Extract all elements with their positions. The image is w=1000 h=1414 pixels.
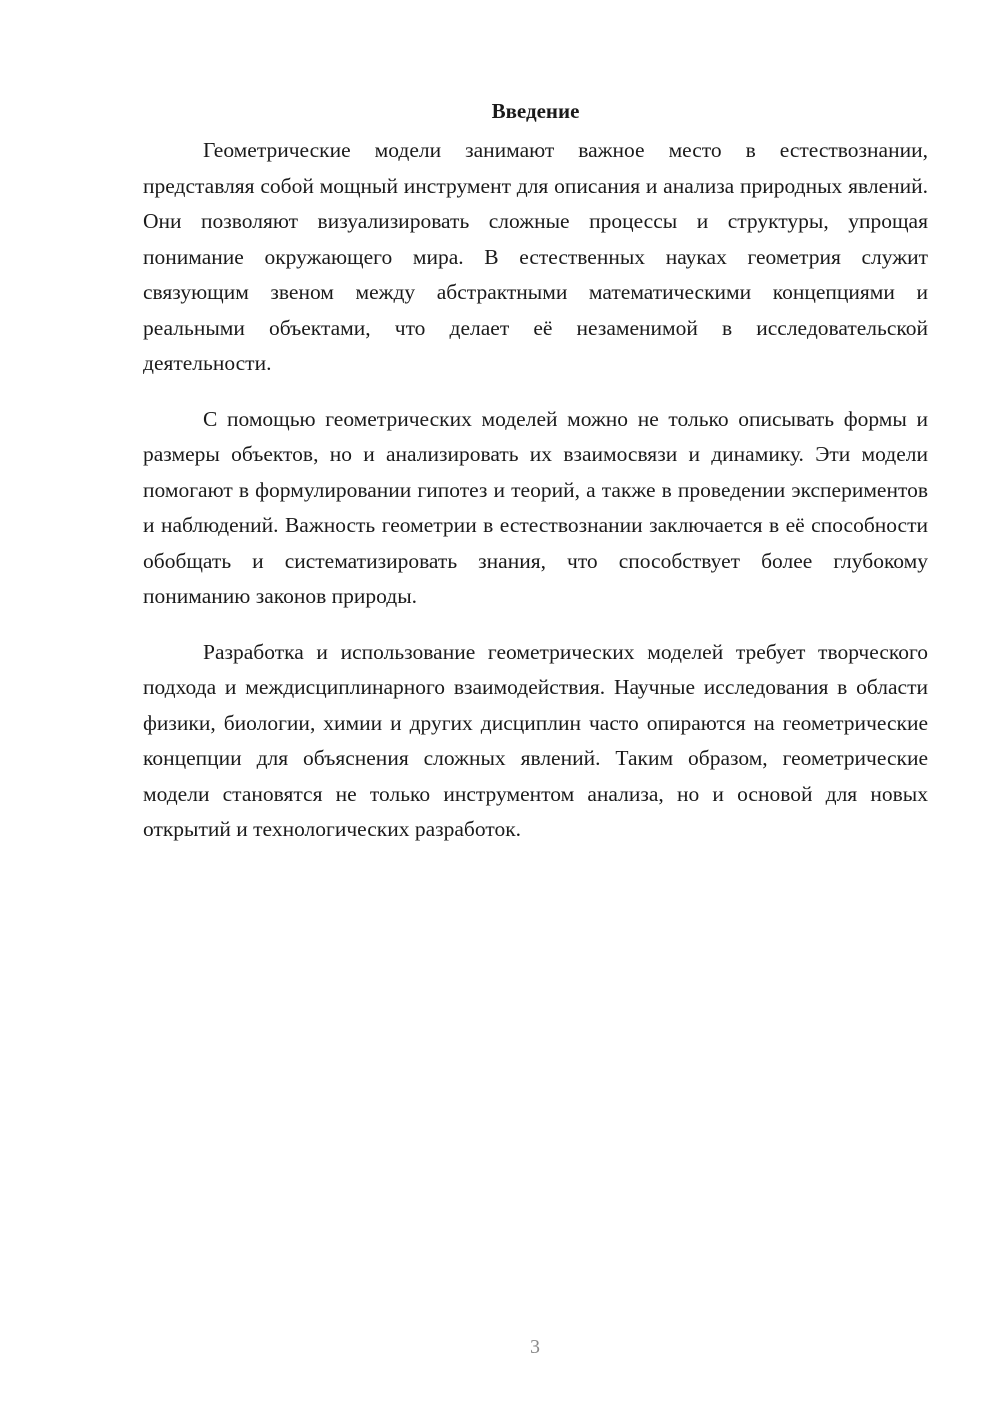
section-title: Введение xyxy=(491,99,580,123)
paragraph-1: Геометрические модели занимают важное место в естествознании, представляя собой мощный инструмент для описания и анализа природных явлений. Они позволяют визуализировать сложные процессы и структуры, упрощая понимание окружающего мира. В естественных науках геометрия служит связующим звеном между абстрактными математическими концепциями и реальными объектами, что делает её незаменимой в исследовательской деятельности. xyxy=(143,138,928,375)
page-content xyxy=(143,93,928,848)
paragraph-2: С помощью геометрических моделей можно не только описывать формы и размеры объектов, но и анализировать их взаимосвязи и динамику. Эти модели помогают в формулировании гипотез и теорий, а также в проведении экспериментов и наблюдений. Важность геометрии в естествознании заключается в её способности обобщать и систематизировать знания, что способствует более глубокому пониманию законов природы. xyxy=(143,406,928,608)
paragraph-3: Разработка и использование геометрических моделей требует творческого подхода и междисциплинарного взаимодействия. Научные исследования в области физики, биологии, химии и других дисциплин часто опираются на геометрические концепции для объяснения сложных явлений. Таким образом, геометрические модели становятся не только инструментом анализа, но и основой для новых открытий и технологических разработок. xyxy=(143,639,928,841)
page-number: 3 xyxy=(530,1336,540,1358)
